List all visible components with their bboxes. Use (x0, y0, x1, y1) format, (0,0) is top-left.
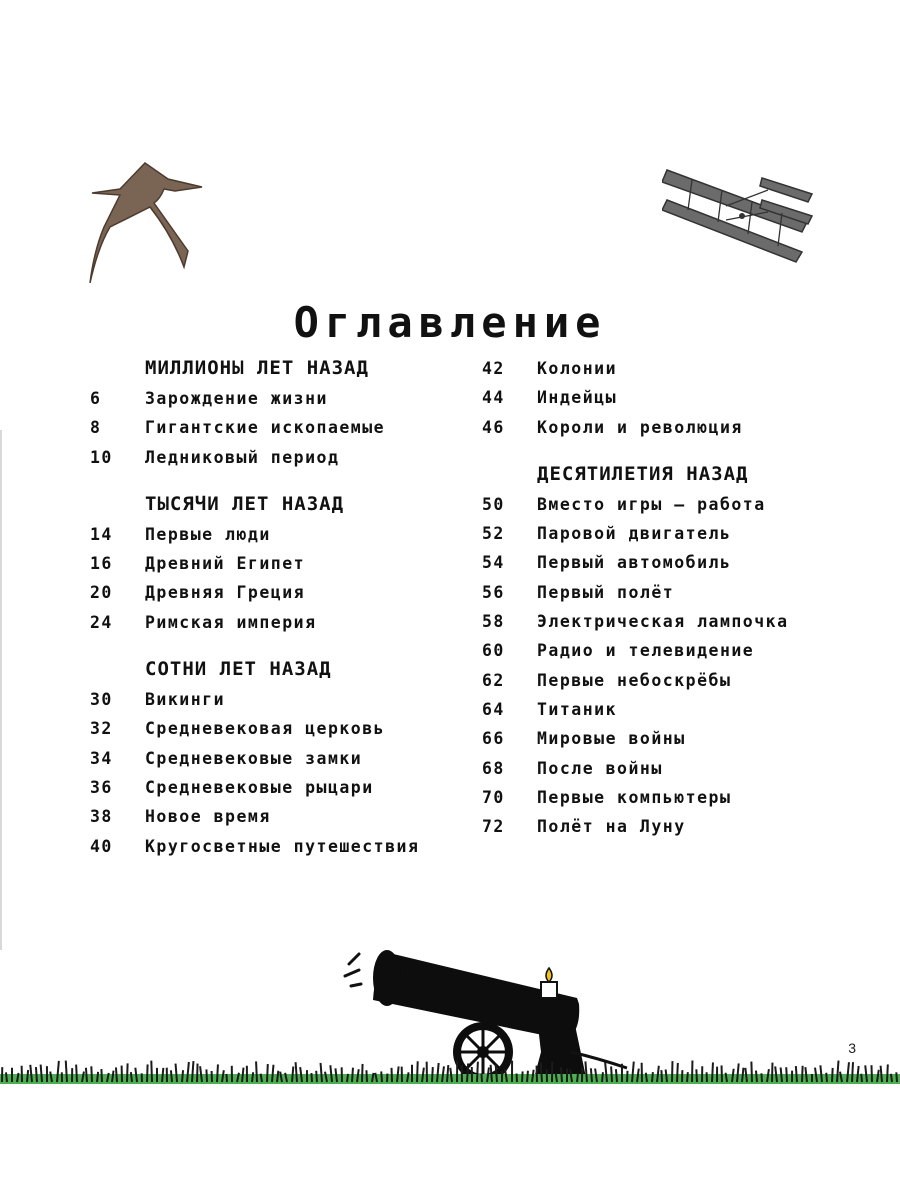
toc-entry[interactable] (482, 695, 842, 724)
grass-blade (896, 1072, 897, 1082)
toc-section (482, 458, 842, 842)
grass-blade (852, 1062, 853, 1082)
toc-entry[interactable] (482, 666, 842, 695)
entry-page: 56 (482, 582, 505, 602)
grass-blade (182, 1070, 183, 1082)
grass-blade (781, 1068, 782, 1082)
toc-entry[interactable] (482, 413, 842, 442)
grass-blade (861, 1074, 862, 1082)
grass-blade (97, 1072, 98, 1082)
grass-blade (726, 1073, 727, 1082)
page-title: Оглавление (293, 298, 607, 348)
section-heading: МИЛЛИОНЫ ЛЕТ НАЗАД (145, 357, 369, 379)
toc-entry[interactable] (90, 384, 450, 413)
entry-page: 42 (482, 359, 505, 378)
entry-page: 72 (482, 817, 505, 837)
toc-entry[interactable] (90, 773, 450, 802)
toc-entry[interactable] (482, 578, 842, 607)
entry-page: 60 (482, 641, 505, 661)
entry-page: 54 (482, 553, 505, 573)
entry-label: Индейцы (537, 388, 618, 408)
entry-page: 46 (482, 417, 505, 437)
grass-blade (292, 1066, 293, 1082)
grass-blade (887, 1064, 888, 1082)
grass-blade (66, 1061, 67, 1082)
grass-blade (826, 1073, 827, 1082)
grass-strip (0, 1052, 900, 1092)
entry-label: Первые компьютеры (537, 787, 732, 807)
grass-blade (666, 1070, 667, 1082)
grass-blade (687, 1072, 688, 1082)
toc-entry[interactable] (482, 383, 842, 412)
toc-entry[interactable] (90, 578, 450, 607)
grass-blade (522, 1071, 523, 1082)
grass-blade (6, 1072, 7, 1082)
grass-blade (366, 1070, 367, 1082)
grass-blade (347, 1074, 348, 1082)
toc-entry[interactable] (90, 802, 450, 831)
grass-blade (316, 1071, 317, 1082)
toc-entry[interactable] (482, 783, 842, 812)
biplane-illustration (662, 160, 822, 270)
entry-page: 44 (482, 388, 505, 408)
pterosaur-illustration (80, 155, 210, 290)
entry-page: 62 (482, 670, 505, 690)
entry-label: Паровой двигатель (537, 524, 732, 544)
toc-entry[interactable] (90, 520, 450, 549)
grass-blade (147, 1064, 148, 1082)
grass-blade (591, 1068, 592, 1082)
grass-blade (226, 1074, 227, 1082)
grass-blade (627, 1071, 628, 1082)
entry-label: Гигантские ископаемые (145, 418, 386, 438)
grass-blade (41, 1065, 42, 1082)
grass-blade (761, 1073, 762, 1082)
entry-page: 38 (90, 807, 113, 827)
entry-label: Вместо игры – работа (537, 494, 766, 514)
grass-blade (832, 1068, 833, 1082)
toc-section (90, 488, 450, 637)
entry-label: После войны (537, 758, 663, 778)
entry-page: 66 (482, 729, 505, 749)
entry-label: Зарождение жизни (145, 389, 328, 408)
toc-left-column (90, 352, 450, 861)
entry-page: 10 (90, 447, 113, 467)
grass-blade (561, 1067, 562, 1082)
entry-page: 70 (482, 787, 505, 807)
grass-blade (577, 1073, 578, 1082)
toc-entry[interactable] (482, 490, 842, 519)
entry-label: Первый полёт (537, 582, 675, 602)
entry-page: 52 (482, 524, 505, 544)
section-heading: ДЕСЯТИЛЕТИЯ НАЗАД (537, 462, 749, 485)
entry-page: 58 (482, 612, 505, 632)
grass-blade (616, 1069, 617, 1082)
grass-blade (652, 1072, 653, 1082)
entry-page: 8 (90, 418, 102, 438)
grass-blade (611, 1066, 612, 1082)
entry-label: Древний Египет (145, 554, 306, 574)
entry-page: 68 (482, 758, 505, 778)
grass-blade (86, 1068, 87, 1082)
grass-blade (36, 1067, 37, 1082)
entry-label: Средневековые рыцари (145, 777, 374, 797)
toc-right-column (482, 354, 842, 841)
entry-page: 34 (90, 748, 113, 768)
toc-entry[interactable] (90, 685, 450, 714)
grass-blade (217, 1064, 218, 1082)
grass-blade (256, 1061, 257, 1082)
grass-blade (311, 1073, 312, 1082)
toc-entry[interactable] (90, 744, 450, 773)
entry-page: 14 (90, 524, 113, 544)
entry-label: Римская империя (145, 612, 317, 632)
grass-blade (162, 1068, 163, 1082)
toc-entry[interactable] (482, 607, 842, 636)
entry-label: Средневековые замки (145, 748, 363, 768)
grass-blade (27, 1070, 28, 1082)
grass-blade (151, 1061, 152, 1082)
grass-blade (252, 1072, 253, 1082)
entry-page: 36 (90, 777, 113, 797)
grass-blade (481, 1073, 482, 1082)
grass-blade (602, 1072, 603, 1082)
grass-blade (556, 1073, 557, 1082)
toc-entry[interactable] (90, 549, 450, 578)
entry-page: 64 (482, 699, 505, 719)
grass-blade (661, 1070, 662, 1082)
toc-entry[interactable] (482, 354, 842, 383)
grass-blade (881, 1066, 882, 1082)
entry-label: Ледниковый период (145, 447, 340, 467)
entry-label: Титаник (537, 699, 618, 719)
entry-label: Колонии (537, 359, 618, 378)
toc-section (90, 352, 450, 472)
entry-page: 16 (90, 554, 113, 574)
grass-blade (76, 1065, 77, 1082)
entry-page: 6 (90, 389, 102, 408)
grass-blade (541, 1062, 542, 1082)
grass-blade (91, 1066, 92, 1082)
grass-blade (527, 1071, 528, 1082)
grass-blade (786, 1067, 787, 1082)
grass-blade (432, 1067, 433, 1082)
toc-entry[interactable] (482, 812, 842, 841)
toc-entry[interactable] (90, 443, 450, 472)
toc-entry[interactable] (482, 519, 842, 548)
grass-blade (261, 1074, 262, 1082)
grass-blade (756, 1071, 757, 1082)
grass-blade (101, 1069, 102, 1082)
grass-blade (796, 1066, 797, 1082)
grass-blade (131, 1072, 132, 1082)
grass-blade (447, 1065, 448, 1082)
toc-entry[interactable] (482, 724, 842, 753)
toc-entry[interactable] (90, 832, 450, 861)
toc-entry[interactable] (90, 413, 450, 442)
grass-blade (677, 1063, 678, 1082)
entry-label: Электрическая лампочка (537, 612, 789, 632)
entry-label: Первые люди (145, 524, 271, 544)
entry-label: Древняя Греция (145, 583, 306, 603)
grass-blade (352, 1068, 353, 1082)
page-edge-rule (0, 430, 2, 950)
toc-entry[interactable] (90, 714, 450, 743)
grass-blade (277, 1071, 278, 1082)
grass-blade (197, 1064, 198, 1082)
section-heading: СОТНИ ЛЕТ НАЗАД (145, 658, 332, 681)
entry-label: Радио и телевидение (537, 641, 755, 661)
grass-blade (712, 1062, 713, 1082)
entry-label: Новое время (145, 807, 271, 827)
grass-blade (751, 1062, 752, 1082)
grass-blade (467, 1063, 468, 1082)
entry-label: Викинги (145, 690, 226, 710)
grass-blade (296, 1062, 297, 1082)
entry-label: Средневековая церковь (145, 719, 386, 739)
toc-entry[interactable] (482, 548, 842, 577)
grass-blade (381, 1071, 382, 1082)
entry-label: Первый автомобиль (537, 553, 732, 573)
toc-section (90, 653, 450, 861)
grass-blade (802, 1066, 803, 1082)
toc-entry[interactable] (482, 636, 842, 665)
entry-label: Мировые войны (537, 729, 686, 749)
entry-label: Короли и революция (537, 417, 743, 437)
entry-label: Кругосветные путешествия (145, 836, 420, 856)
entry-page: 24 (90, 612, 113, 632)
grass-blade (362, 1064, 363, 1082)
grass-blade (206, 1069, 207, 1082)
toc-entry[interactable] (90, 608, 450, 637)
toc-entry[interactable] (482, 754, 842, 783)
section-heading: ТЫСЯЧИ ЛЕТ НАЗАД (145, 492, 345, 515)
grass-blade (171, 1070, 172, 1082)
entry-page: 40 (90, 836, 113, 856)
grass-blade (496, 1065, 497, 1082)
entry-page: 30 (90, 690, 113, 710)
entry-page: 32 (90, 719, 113, 739)
grass-blade (696, 1069, 697, 1082)
entry-page: 50 (482, 494, 505, 514)
entry-label: Первые небоскрёбы (537, 670, 732, 690)
entry-page: 20 (90, 583, 113, 603)
grass-blade (417, 1061, 418, 1082)
grass-blade (871, 1065, 872, 1082)
grass-blade (116, 1067, 117, 1082)
grass-blade (646, 1073, 647, 1082)
entry-label: Полёт на Луну (537, 817, 686, 837)
page-number: 3 (848, 1040, 856, 1056)
grass-blade (477, 1062, 478, 1082)
grass-blade (491, 1065, 492, 1082)
grass-blade (127, 1063, 128, 1082)
toc-section (482, 354, 842, 442)
grass-blade (267, 1064, 268, 1082)
grass-blade (891, 1074, 892, 1082)
